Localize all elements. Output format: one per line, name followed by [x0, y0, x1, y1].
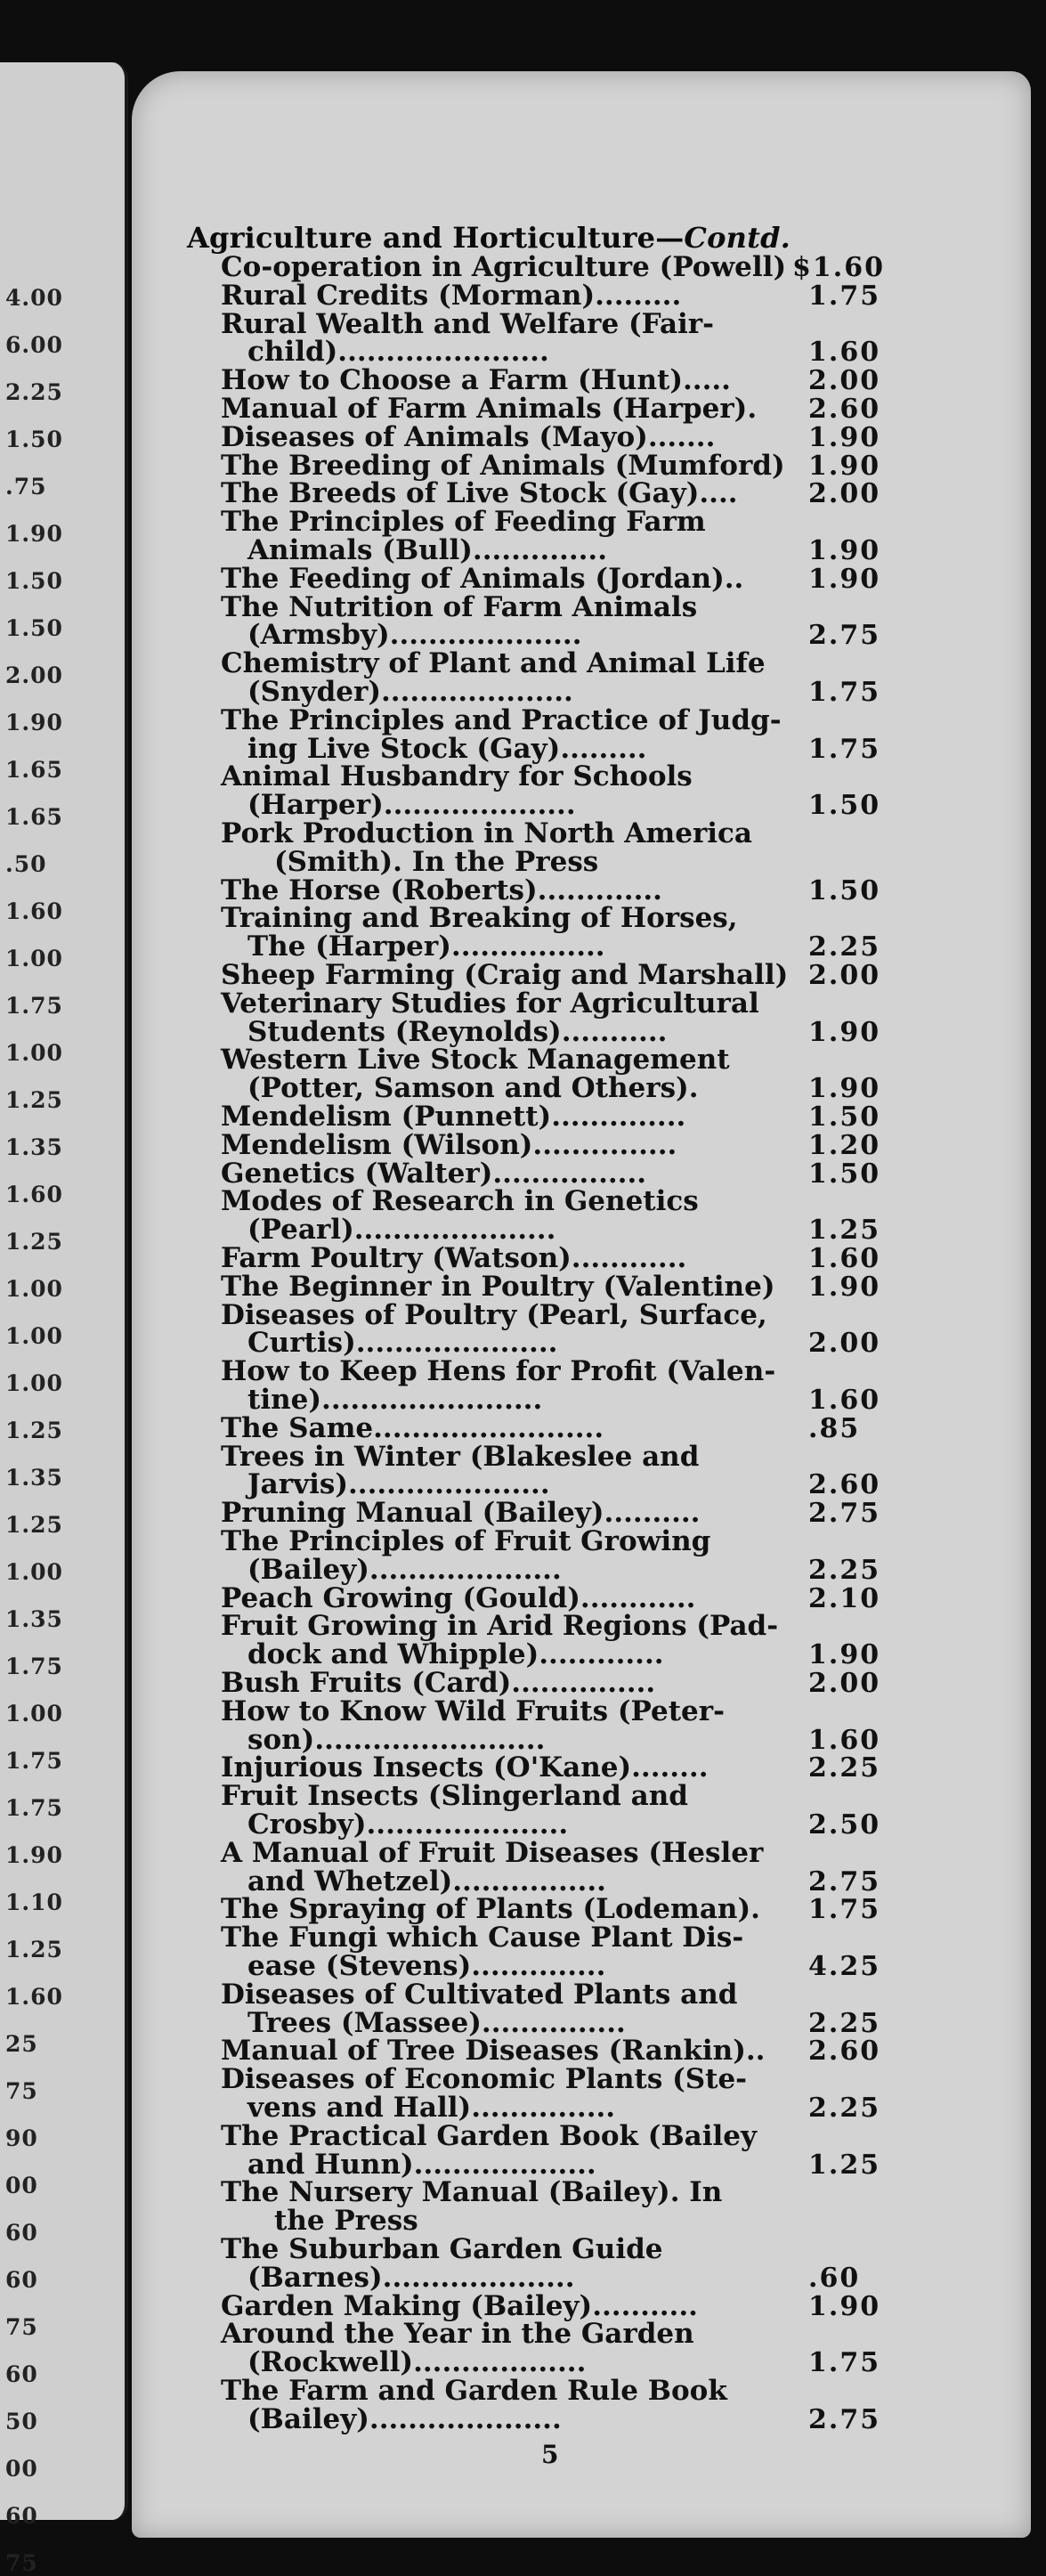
entry-continuation-line: Curtis).....................: [247, 1327, 558, 1360]
entry-continuation-line: and Hunn)...................: [247, 2148, 596, 2181]
left-page-price: 1.50: [5, 615, 63, 641]
entry-title-line: The Breeding of Animals (Mumford): [221, 449, 785, 482]
entry-title-line: Sheep Farming (Craig and Marshall): [221, 959, 789, 991]
left-page-price: 75: [5, 2078, 38, 2104]
left-page-price: 60: [5, 2220, 38, 2246]
entry-price: 2.25: [808, 1752, 881, 1784]
left-page-price: 1.10: [5, 1889, 63, 1915]
entry-continuation-line: Animals (Bull)..............: [247, 534, 607, 566]
entry-price: 1.50: [808, 790, 881, 822]
entry-title-line: Diseases of Animals (Mayo).......: [221, 420, 716, 453]
entry-continuation-line: (Smith). In the Press: [274, 845, 599, 878]
left-page-price: 1.60: [5, 1984, 63, 2010]
entry-title-line: How to Keep Hens for Profit (Valen-: [221, 1355, 776, 1388]
entry-title-line: Rural Credits (Morman).........: [221, 279, 682, 312]
entry-price: 2.60: [808, 1469, 881, 1501]
left-page-price: 75: [5, 2314, 38, 2340]
entry-continuation-line: Students (Reynolds)...........: [247, 1015, 668, 1048]
entry-price: 1.20: [808, 1129, 881, 1161]
entry-price: 2.50: [808, 1809, 881, 1841]
entry-title-line: The Nutrition of Farm Animals: [221, 590, 698, 623]
left-page-price: 60: [5, 2503, 38, 2529]
entry-title-line: The Same........................: [221, 1411, 604, 1444]
entry-title-line: Bush Fruits (Card)...............: [221, 1667, 656, 1699]
entry-price: 2.25: [808, 1554, 881, 1586]
entry-price: 1.75: [808, 677, 881, 708]
left-page-price: 1.00: [5, 1323, 63, 1349]
entry-continuation-line: (Pearl).....................: [247, 1214, 556, 1247]
entry-price: 1.60: [808, 1385, 881, 1416]
entry-price: 2.25: [808, 2092, 881, 2124]
left-page-price: 1.00: [5, 1701, 63, 1727]
entry-title-line: Training and Breaking of Horses,: [221, 902, 738, 935]
entry-price: 1.90: [808, 1271, 881, 1303]
left-page-price: 1.50: [5, 568, 63, 594]
entry-price: 1.90: [808, 1073, 881, 1105]
left-page-price: 1.00: [5, 1040, 63, 1066]
heading-contd: Contd.: [684, 221, 791, 255]
left-page-price: 1.00: [5, 946, 63, 971]
left-page-price: 1.75: [5, 1654, 63, 1679]
heading-title: Agriculture and Horticulture—: [187, 221, 685, 255]
entry-title-line: Farm Poultry (Watson)............: [221, 1242, 687, 1274]
entry-title-line: Western Live Stock Management: [221, 1044, 730, 1077]
entry-title-line: Around the Year in the Garden: [221, 2318, 694, 2351]
entry-continuation-line: and Whetzel)................: [247, 1865, 606, 1897]
left-page-price: 1.60: [5, 898, 63, 924]
entry-price: 2.00: [808, 1668, 881, 1699]
left-page-price: 1.75: [5, 1795, 63, 1821]
entry-title-line: Rural Wealth and Welfare (Fair-: [221, 307, 715, 340]
left-page-price: 1.35: [5, 1606, 63, 1632]
entry-price: 1.90: [808, 2290, 881, 2322]
left-page-price: 00: [5, 2456, 38, 2482]
entry-price: 1.90: [808, 450, 881, 482]
entry-title-line: The Feeding of Animals (Jordan)..: [221, 562, 744, 595]
entry-title-line: The Nursery Manual (Bailey). In: [221, 2176, 723, 2209]
entry-title-line: Diseases of Poultry (Pearl, Surface,: [221, 1298, 767, 1331]
entry-title-line: The Spraying of Plants (Lodeman).: [221, 1893, 760, 1926]
page-number: 5: [541, 2440, 559, 2469]
entry-title-line: Mendelism (Wilson)...............: [221, 1128, 677, 1161]
entry-title-line: Diseases of Cultivated Plants and: [221, 1978, 738, 2011]
section-heading: [187, 221, 791, 255]
left-page-price: 1.35: [5, 1134, 63, 1160]
entry-price: 1.25: [808, 2149, 881, 2181]
entry-price: 2.25: [808, 931, 881, 963]
left-page-price: 1.90: [5, 521, 63, 547]
left-page-price: 1.25: [5, 1512, 63, 1538]
entry-price: 1.90: [808, 421, 881, 453]
entry-title-line: Pork Production in North America: [221, 817, 753, 849]
left-page-price: 1.65: [5, 804, 63, 830]
entry-price: 1.90: [808, 563, 881, 595]
entry-continuation-line: (Barnes)....................: [247, 2261, 575, 2294]
left-page-price: 1.90: [5, 710, 63, 735]
entry-price: 1.50: [808, 1158, 881, 1190]
left-page-price: 1.90: [5, 1842, 63, 1868]
entry-price: 1.90: [808, 1016, 881, 1048]
entry-price: .60: [808, 2262, 861, 2294]
entry-continuation-line: Trees (Massee)...............: [247, 2006, 626, 2039]
entry-title-line: The Principles of Feeding Farm: [221, 506, 706, 539]
left-page-price: 1.25: [5, 1087, 63, 1113]
entry-continuation-line: vens and Hall)...............: [247, 2092, 616, 2124]
entry-price: 1.25: [808, 1215, 881, 1247]
left-page-price: 1.35: [5, 1465, 63, 1491]
entry-title-line: Manual of Tree Diseases (Rankin)..: [221, 2035, 766, 2068]
entry-title-line: Mendelism (Punnett)..............: [221, 1101, 686, 1133]
entry-continuation-line: child)......................: [247, 336, 549, 369]
entry-continuation-line: (Snyder)....................: [247, 676, 573, 708]
entry-price: 2.00: [808, 365, 881, 397]
entry-continuation-line: son)........................: [247, 1723, 546, 1756]
entry-price: 1.75: [808, 733, 881, 765]
left-page-edge: [0, 62, 128, 2576]
entry-price: 2.75: [808, 620, 881, 652]
entry-price: $1.60: [792, 252, 885, 283]
left-page-price: 00: [5, 2173, 38, 2198]
left-page-price: 1.75: [5, 1748, 63, 1774]
left-page-price: 50: [5, 2409, 38, 2434]
entry-price: 2.00: [808, 960, 881, 991]
entry-title-line: Pruning Manual (Bailey)..........: [221, 1497, 701, 1530]
entry-continuation-line: Crosby).....................: [247, 1808, 569, 1841]
left-page-price: .50: [5, 851, 47, 877]
entry-title-line: Chemistry of Plant and Animal Life: [221, 647, 766, 680]
entry-price: 1.60: [808, 1243, 881, 1274]
entry-title-line: The Beginner in Poultry (Valentine): [221, 1270, 775, 1303]
entry-continuation-line: ing Live Stock (Gay).........: [247, 732, 647, 765]
entry-title-line: A Manual of Fruit Diseases (Hesler: [221, 1836, 764, 1869]
entry-title-line: Fruit Insects (Slingerland and: [221, 1780, 688, 1813]
left-page-price: 4.00: [5, 285, 63, 311]
left-page-price: 2.00: [5, 662, 63, 688]
entry-price: 1.60: [808, 1724, 881, 1756]
entry-price: 1.90: [808, 535, 881, 566]
entry-title-line: Veterinary Studies for Agricultural: [221, 987, 759, 1020]
entry-title-line: Fruit Growing in Arid Regions (Pad-: [221, 1610, 779, 1643]
entry-title-line: The Horse (Roberts).............: [221, 874, 662, 906]
left-page-price: 6.00: [5, 332, 63, 358]
entry-price: 1.75: [808, 2347, 881, 2379]
entry-title-line: Garden Making (Bailey)...........: [221, 2289, 698, 2322]
left-page-price: 1.00: [5, 1370, 63, 1396]
left-page-price: 1.50: [5, 427, 63, 452]
left-page-price: 1.00: [5, 1276, 63, 1302]
entry-price: 1.75: [808, 1894, 881, 1926]
entry-continuation-line: the Press: [274, 2205, 418, 2238]
entry-continuation-line: (Armsby)....................: [247, 619, 582, 652]
entry-continuation-line: (Bailey)....................: [247, 2402, 562, 2435]
entry-title-line: Animal Husbandry for Schools: [221, 760, 693, 793]
entry-title-line: The Farm and Garden Rule Book: [221, 2375, 727, 2407]
left-page-price: 1.25: [5, 1229, 63, 1255]
entry-price: 1.50: [808, 1101, 881, 1133]
entry-continuation-line: ease (Stevens)..............: [247, 1950, 606, 1982]
entry-price: 2.75: [808, 1498, 881, 1530]
entry-continuation-line: (Harper)....................: [247, 789, 576, 822]
left-page-price: 1.00: [5, 1559, 63, 1585]
entry-title-line: How to Choose a Farm (Hunt).....: [221, 364, 731, 397]
entry-title-line: Co-operation in Agriculture (Powell): [221, 251, 787, 283]
entry-price: 2.10: [808, 1582, 881, 1614]
entry-title-line: Trees in Winter (Blakeslee and: [221, 1440, 700, 1473]
entry-price: 1.90: [808, 1639, 881, 1671]
entry-continuation-line: (Rockwell)..................: [247, 2346, 587, 2379]
left-page-price: 60: [5, 2361, 38, 2387]
entry-continuation-line: The (Harper)................: [247, 930, 605, 963]
left-page-price: 1.25: [5, 1418, 63, 1443]
entry-price: 1.60: [808, 337, 881, 369]
entry-price: 1.50: [808, 874, 881, 906]
entry-title-line: The Breeds of Live Stock (Gay)....: [221, 477, 738, 510]
left-page-price: 1.75: [5, 993, 63, 1019]
entry-continuation-line: (Bailey)....................: [247, 1553, 562, 1586]
entry-title-line: The Practical Garden Book (Bailey: [221, 2119, 758, 2152]
left-page-price: 60: [5, 2267, 38, 2293]
entry-title-line: Modes of Research in Genetics: [221, 1185, 699, 1218]
entry-price: 2.75: [808, 2403, 881, 2435]
entry-price: 1.75: [808, 280, 881, 312]
entry-title-line: Diseases of Economic Plants (Ste-: [221, 2063, 748, 2096]
entry-title-line: The Principles of Fruit Growing: [221, 1525, 711, 1557]
left-page-price: 75: [5, 2550, 38, 2576]
entry-title-line: The Suburban Garden Guide: [221, 2233, 663, 2265]
entry-title-line: Peach Growing (Gould)............: [221, 1581, 696, 1614]
left-page-price: 1.65: [5, 757, 63, 783]
entry-title-line: The Fungi which Cause Plant Dis-: [221, 1922, 744, 1954]
entry-price: 2.00: [808, 1328, 881, 1360]
entry-title-line: Genetics (Walter)................: [221, 1157, 647, 1190]
left-page-price: 2.25: [5, 379, 63, 405]
left-page-price: 25: [5, 2031, 38, 2057]
entry-continuation-line: (Potter, Samson and Others).: [247, 1072, 699, 1105]
entry-title-line: Injurious Insects (O'Kane)........: [221, 1751, 709, 1784]
left-page-price: .75: [5, 474, 47, 500]
entry-title-line: Manual of Farm Animals (Harper).: [221, 393, 758, 425]
entry-continuation-line: tine).......................: [247, 1384, 543, 1416]
entry-continuation-line: dock and Whipple).............: [247, 1638, 664, 1671]
entry-price: 2.60: [808, 394, 881, 425]
left-page-price: 1.25: [5, 1937, 63, 1962]
entry-title-line: How to Know Wild Fruits (Peter-: [221, 1694, 725, 1727]
entry-price: 2.25: [808, 2007, 881, 2039]
entry-price: 2.75: [808, 1865, 881, 1897]
entry-continuation-line: Jarvis).....................: [247, 1468, 550, 1501]
left-page-price: 1.60: [5, 1182, 63, 1207]
entry-price: 2.00: [808, 478, 881, 510]
entry-price: .85: [808, 1412, 861, 1444]
entry-price: 2.60: [808, 2036, 881, 2068]
catalog-page: [132, 71, 1031, 2538]
entry-title-line: The Principles and Practice of Judg-: [221, 703, 782, 736]
left-page-price: 90: [5, 2125, 38, 2151]
entry-price: 4.25: [808, 1951, 881, 1982]
